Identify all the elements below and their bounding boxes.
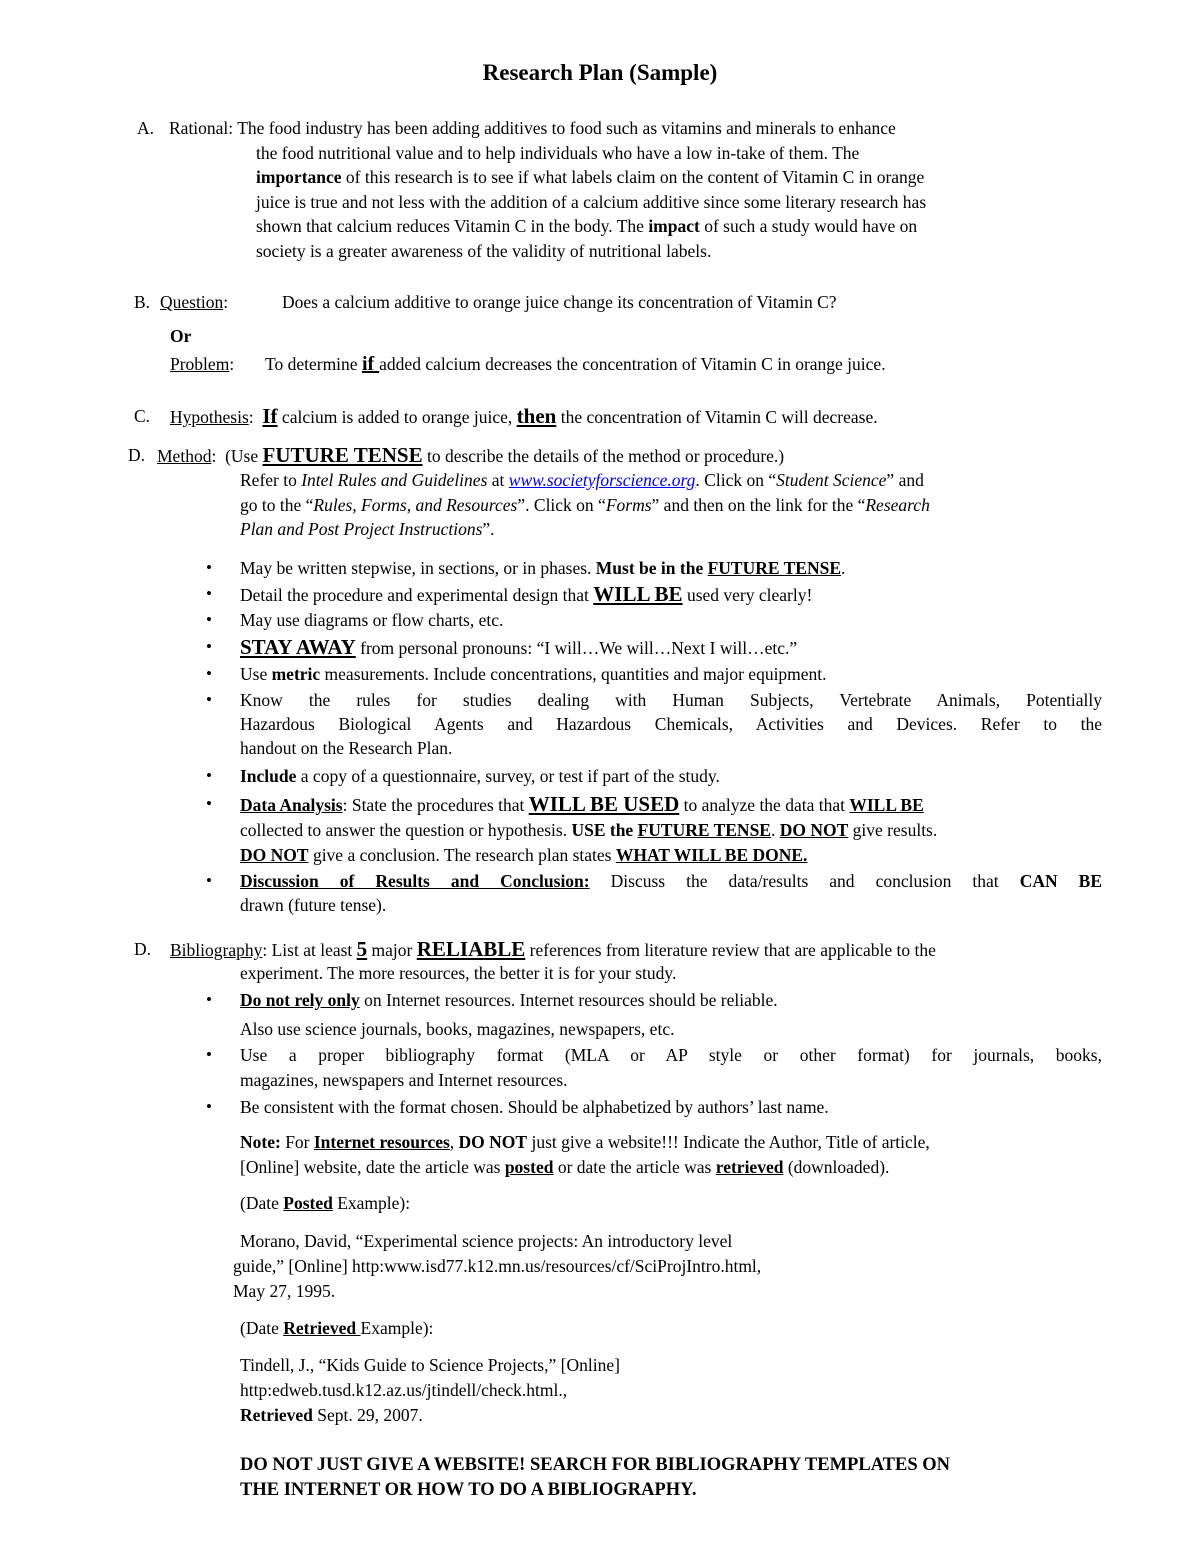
problem-if: if — [361, 353, 380, 375]
method-bullet-8-line-1 — [240, 792, 924, 818]
b1-bold: Must be in the — [595, 558, 708, 578]
b8-future: FUTURE TENSE — [637, 820, 771, 840]
method-bullet-4 — [240, 635, 797, 661]
forms-word: Forms — [605, 495, 652, 515]
note-l2-post: (downloaded). — [783, 1157, 890, 1177]
bullet-icon: • — [206, 1097, 212, 1116]
bullet-icon: • — [206, 637, 212, 656]
b8-l3-do-not: DO NOT — [240, 845, 309, 865]
ex1-posted: Posted — [283, 1193, 333, 1213]
section-c-letter: C. — [134, 406, 151, 426]
b5-pre: Use — [240, 664, 272, 684]
hypothesis-then: then — [516, 404, 557, 428]
bullet-icon: • — [206, 558, 212, 577]
refer-pre: Refer to — [240, 470, 302, 490]
method-bullet-9-line-1 — [240, 869, 1102, 894]
bullet-icon: • — [206, 664, 212, 683]
section-a-line-3 — [256, 165, 924, 190]
note-posted: posted — [504, 1157, 554, 1177]
bullet-icon: • — [206, 990, 212, 1009]
or-label: Or — [170, 326, 192, 346]
bibliography-line-2: experiment. The more resources, the better it is for your study. — [240, 963, 677, 983]
b8-do-not: DO NOT — [779, 820, 849, 840]
problem-pre: To determine — [265, 354, 362, 374]
reference-1-line-1: Morano, David, “Experimental science projects: An introductory level — [240, 1231, 733, 1251]
final-warning-line-1: DO NOT JUST GIVE A WEBSITE! SEARCH FOR BIBLIOGRAPHY TEMPLATES ON — [240, 1455, 951, 1475]
method-bullet-8-line-2 — [240, 818, 937, 843]
society-link[interactable]: www.societyforscience.org — [508, 470, 696, 490]
bib-l1-mid: major — [367, 940, 417, 960]
problem-text — [265, 352, 886, 377]
bib-reliable: RELIABLE — [416, 937, 526, 961]
goto-pre: go to the “ — [240, 495, 314, 515]
note-label: Note: — [240, 1132, 281, 1152]
method-intro-pre: (Use — [225, 446, 263, 466]
refer-click: . Click on “ — [695, 470, 777, 490]
hypothesis-line — [170, 404, 878, 430]
bullet-icon: • — [206, 766, 212, 785]
section-b-letter: B. — [134, 292, 151, 312]
b8-l3-what: WHAT WILL BE DONE. — [615, 845, 808, 865]
plan-end: ”. — [482, 519, 495, 539]
note-internet: Internet resources — [313, 1132, 450, 1152]
rules-forms: Rules, Forms, and Resources — [313, 495, 518, 515]
b9-can-be: CAN BE — [1019, 871, 1103, 891]
b7-post: a copy of a questionnaire, survey, or test if part of the study. — [296, 766, 720, 786]
problem-post: added calcium decreases the concentration of Vitamin C in orange juice. — [379, 354, 886, 374]
refer-and: ” and — [886, 470, 924, 490]
b1-future: FUTURE TENSE — [707, 558, 841, 578]
goto-post: ” and then on the link for the “ — [651, 495, 866, 515]
ref2-date: Sept. 29, 2007. — [312, 1405, 423, 1425]
method-bullet-7 — [240, 764, 720, 789]
problem-label: Problem — [170, 354, 230, 374]
ex2-post: Example): — [360, 1318, 434, 1338]
final-warning-line-2: THE INTERNET OR HOW TO DO A BIBLIOGRAPHY. — [240, 1480, 697, 1500]
hypothesis-mid: calcium is added to orange juice, — [277, 407, 517, 427]
importance-word: importance — [256, 167, 342, 187]
reference-1-line-3: May 27, 1995. — [233, 1281, 336, 1301]
note-l2-pre: [Online] website, date the article was — [240, 1157, 505, 1177]
ex1-pre: (Date — [240, 1193, 284, 1213]
bib-bullet-2-line-1: Use a proper bibliography format (MLA or AP style or other format) for journals, books, — [240, 1045, 1102, 1065]
bib-bullet-2-line-2: magazines, newspapers and Internet resources. — [240, 1070, 568, 1090]
section-a-letter: A. — [137, 118, 155, 138]
method-colon: : — [211, 446, 217, 466]
problem-line — [170, 352, 234, 377]
note-post: just give a website!!! Indicate the Author, Title of article, — [527, 1132, 930, 1152]
bullet-icon: • — [206, 610, 212, 629]
method-bullet-6-line-3: handout on the Research Plan. — [240, 738, 453, 758]
method-bullet-3: May use diagrams or flow charts, etc. — [240, 610, 504, 630]
reference-1-line-2: guide,” [Online] http:www.isd77.k12.mn.us/resources/cf/SciProjIntro.html, — [233, 1256, 762, 1276]
refer-at: at — [487, 470, 509, 490]
goto-line — [240, 493, 930, 518]
note-line-2 — [240, 1155, 889, 1180]
bib-l1-post: references from literature review that are applicable to the — [525, 940, 936, 960]
section-a-text-1: The food industry has been adding additives to food such as vitamins and minerals to enhance — [237, 118, 896, 138]
b8-mid: to analyze the data that — [679, 795, 850, 815]
method-bullet-5 — [240, 662, 827, 687]
reference-2-line-2: http:edweb.tusd.k12.az.us/jtindell/check.html., — [240, 1380, 568, 1400]
note-do-not: DO NOT — [458, 1132, 528, 1152]
method-intro-post: to describe the details of the method or procedure.) — [422, 446, 785, 466]
hypothesis-colon: : — [248, 407, 254, 427]
b8-data-analysis: Data Analysis — [240, 795, 343, 815]
question-colon: : — [223, 292, 229, 312]
note-retrieved: retrieved — [715, 1157, 784, 1177]
b8-dot: . — [770, 820, 780, 840]
b9-discussion: Discussion of Results and Conclusion: — [240, 871, 590, 891]
goto-mid: ”. Click on “ — [517, 495, 606, 515]
section-a-line-4: juice is true and not less with the addition of a calcium additive since some literary research has — [256, 192, 927, 212]
plan-instructions: Plan and Post Project Instructions — [240, 519, 483, 539]
ref2-retrieved: Retrieved — [240, 1405, 313, 1425]
method-future-tense: FUTURE TENSE — [262, 443, 423, 467]
b7-include: Include — [240, 766, 297, 786]
method-line — [157, 443, 784, 469]
method-bullet-6-line-2: Hazardous Biological Agents and Hazardous Chemicals, Activities and Devices. Refer to the — [240, 714, 1102, 734]
bib-bullet-1 — [240, 988, 778, 1013]
section-a-text-5: shown that calcium reduces Vitamin C in the body. The — [256, 216, 649, 236]
method-label: Method — [157, 446, 212, 466]
student-science: Student Science — [776, 470, 887, 490]
reference-2-line-3 — [240, 1403, 423, 1428]
plan-line — [240, 517, 495, 542]
bullet-icon: • — [206, 794, 212, 813]
section-a-label: Rational: — [169, 118, 234, 138]
method-bullet-8-line-3 — [240, 843, 807, 868]
note-l2-mid: or date the article was — [553, 1157, 716, 1177]
b8-l3-mid: give a conclusion. The research plan states — [308, 845, 616, 865]
bib-do-not-rely: Do not rely only — [240, 990, 360, 1010]
bullet-icon: • — [206, 871, 212, 890]
bib-five: 5 — [356, 937, 368, 961]
note-comma: , — [449, 1132, 459, 1152]
method-bullet-1 — [240, 556, 845, 581]
b4-post: from personal pronouns: “I will…We will…Next I will…etc.” — [355, 638, 798, 658]
ex2-retrieved: Retrieved — [283, 1318, 361, 1338]
b4-stay-away: STAY AWAY — [240, 635, 356, 659]
hypothesis-label: Hypothesis — [170, 407, 249, 427]
bullet-icon: • — [206, 690, 212, 709]
b8-use-the: USE the — [571, 820, 638, 840]
bibliography-label: Bibliography — [170, 940, 263, 960]
section-d-letter: D. — [128, 445, 146, 465]
section-a-line-1 — [169, 116, 896, 141]
method-bullet-6-line-1: Know the rules for studies dealing with Human Subjects, Vertebrate Animals, Potentially — [240, 690, 1102, 710]
section-a-line-5 — [256, 214, 917, 239]
b1-end: . — [841, 558, 846, 578]
b8-will-be-used: WILL BE USED — [528, 792, 680, 816]
question-line — [160, 290, 228, 315]
bullet-icon: • — [206, 1045, 212, 1064]
ex1-post: Example): — [332, 1193, 411, 1213]
research-word: Research — [865, 495, 930, 515]
b1-pre: May be written stepwise, in sections, or in phases. — [240, 558, 596, 578]
b9-post: Discuss the data/results and conclusion that — [589, 871, 1020, 891]
section-bibliography-letter: D. — [134, 939, 152, 959]
b8-give: give results. — [848, 820, 938, 840]
bibliography-line-1 — [170, 937, 936, 963]
b8-l2-pre: collected to answer the question or hypothesis. — [240, 820, 572, 840]
b2-post: used very clearly! — [682, 585, 813, 605]
note-for: For — [280, 1132, 314, 1152]
section-a-line-2: the food nutritional value and to help individuals who have a low in-take of them. The — [256, 143, 860, 163]
example-retrieved-label — [240, 1316, 433, 1341]
note-line-1 — [240, 1130, 930, 1155]
b2-will-be: WILL BE — [593, 582, 683, 606]
bullet-icon: • — [206, 584, 212, 603]
refer-line — [240, 468, 924, 493]
reference-2-line-1: Tindell, J., “Kids Guide to Science Projects,” [Online] — [240, 1355, 620, 1375]
b5-metric: metric — [271, 664, 321, 684]
bibliography-colon: : — [262, 940, 268, 960]
problem-colon: : — [229, 354, 235, 374]
method-bullet-2 — [240, 582, 812, 608]
question-text: Does a calcium additive to orange juice change its concentration of Vitamin C? — [282, 292, 837, 312]
ex2-pre: (Date — [240, 1318, 284, 1338]
section-a-text-3: of this research is to see if what labels claim on the content of Vitamin C in orange — [341, 167, 925, 187]
section-a-line-6: society is a greater awareness of the validity of nutritional labels. — [256, 241, 712, 261]
example-posted-label — [240, 1191, 410, 1216]
b2-pre: Detail the procedure and experimental design that — [240, 585, 594, 605]
method-bullet-9-line-2: drawn (future tense). — [240, 895, 387, 915]
intel-rules: Intel Rules and Guidelines — [301, 470, 488, 490]
bib-bullet-3: Be consistent with the format chosen. Should be alphabetized by authors’ last name. — [240, 1097, 829, 1117]
bib-l1-pre: List at least — [267, 940, 357, 960]
hypothesis-post: the concentration of Vitamin C will decrease. — [556, 407, 878, 427]
hypothesis-if: If — [262, 404, 278, 428]
impact-word: impact — [648, 216, 700, 236]
section-a-text-5b: of such a study would have on — [699, 216, 918, 236]
b8-will-be: WILL BE — [849, 795, 924, 815]
b5-post: measurements. Include concentrations, quantities and major equipment. — [320, 664, 827, 684]
b8-colon: : State the procedures that — [342, 795, 529, 815]
bib-bullet-1-line-2: Also use science journals, books, magazines, newspapers, etc. — [240, 1019, 675, 1039]
page-title: Research Plan (Sample) — [482, 60, 718, 85]
question-label: Question — [160, 292, 224, 312]
bib-b1-post: on Internet resources. Internet resources should be reliable. — [359, 990, 778, 1010]
